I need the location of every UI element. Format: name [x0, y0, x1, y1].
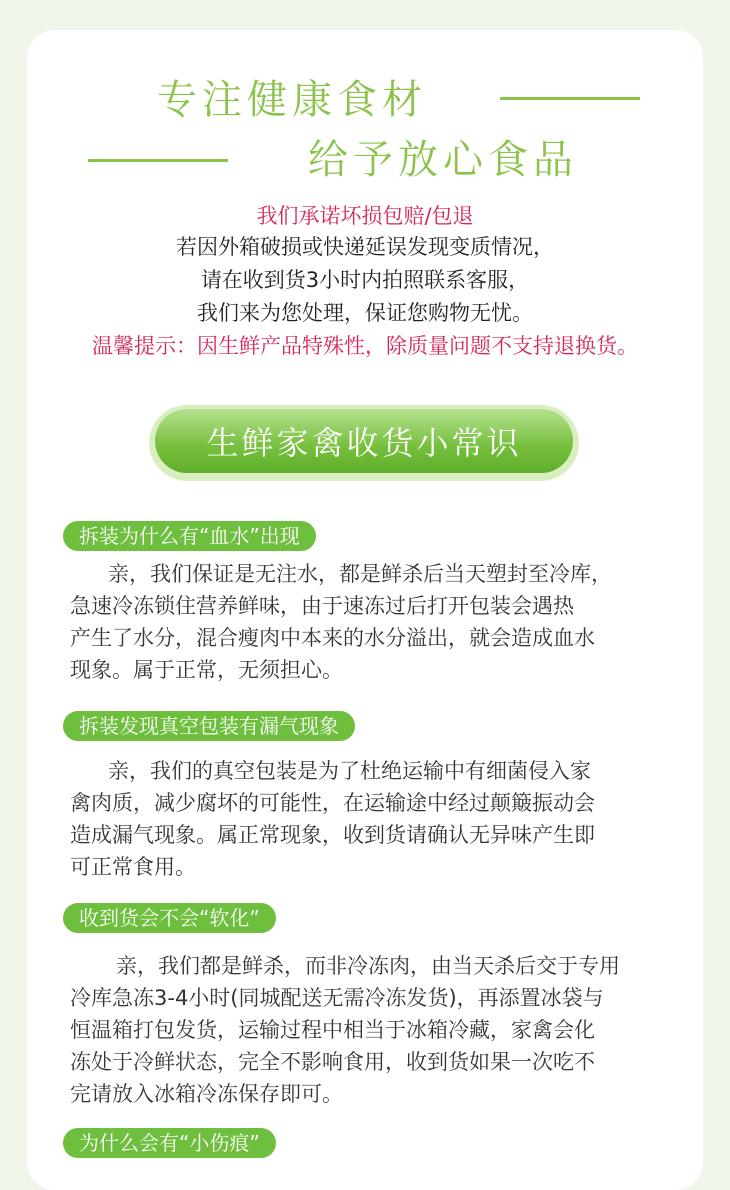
faq-3-line-1: 亲，我们都是鲜杀，而非冷冻肉，由当天杀后交于专用 [116, 954, 620, 978]
faq-tag-4: 为什么会有“小伤痕” [63, 1128, 276, 1158]
section-title: 生鲜家禽收货小常识 [206, 424, 522, 462]
faq-tag-3: 收到货会不会“软化” [63, 903, 276, 933]
faq-tag-2: 拆装发现真空包装有漏气现象 [63, 711, 355, 741]
faq-3-line-5: 完请放入冰箱冷冻保存即可。 [70, 1082, 343, 1106]
faq-answer-3 [70, 950, 670, 1110]
faq-2-line-4: 可正常食用。 [70, 855, 196, 879]
faq-tag-1: 拆装为什么有“血水”出现 [63, 521, 316, 551]
faq-2-line-2: 禽肉质，减少腐坏的可能性，在运输途中经过颠簸振动会 [70, 791, 595, 815]
promise-title: 我们承诺坏损包赔/包退 [256, 204, 474, 228]
faq-3-line-2: 冷库急冻3-4小时(同城配送无需冷冻发货)，再添置冰袋与 [70, 986, 604, 1010]
faq-2-line-1: 亲，我们的真空包装是为了杜绝运输中有细菌侵入家 [108, 759, 591, 783]
decor-line-left [88, 159, 228, 162]
faq-1-line-1: 亲，我们保证是无注水，都是鲜杀后当天塑封至冷库， [108, 562, 612, 586]
faq-1-line-2: 急速冷冻锁住营养鲜味，由于速冻过后打开包装会遇热 [70, 594, 574, 618]
decor-line-right [500, 97, 640, 100]
faq-3-line-4: 冻处于冷鲜状态，完全不影响食用，收到货如果一次吃不 [70, 1050, 595, 1074]
faq-1-line-4: 现象。属于正常，无须担心。 [70, 658, 343, 682]
slogan-line-2: 给予放心食品 [308, 137, 578, 183]
faq-2-line-3: 造成漏气现象。属正常现象，收到货请确认无异味产生即 [70, 823, 595, 847]
faq-3-line-3: 恒温箱打包发货，运输过程中相当于冰箱冷藏，家禽会化 [70, 1018, 595, 1042]
promise-line-3: 我们来为您处理，保证您购物无忧。 [197, 301, 533, 325]
faq-1-line-3: 产生了水分，混合瘦肉中本来的水分溢出，就会造成血水 [70, 626, 595, 650]
promise-line-2: 请在收到货3小时内拍照联系客服， [200, 268, 530, 292]
slogan-line-1: 专注健康食材 [157, 77, 427, 123]
faq-answer-1 [70, 558, 670, 686]
faq-answer-2 [70, 755, 670, 883]
section-title-banner [149, 405, 579, 481]
section-title-pill [155, 409, 573, 473]
promise-line-1: 若因外箱破损或快递延误发现变质情况， [176, 235, 554, 259]
warning-note: 温馨提示：因生鲜产品特殊性，除质量问题不支持退换货。 [92, 334, 638, 358]
